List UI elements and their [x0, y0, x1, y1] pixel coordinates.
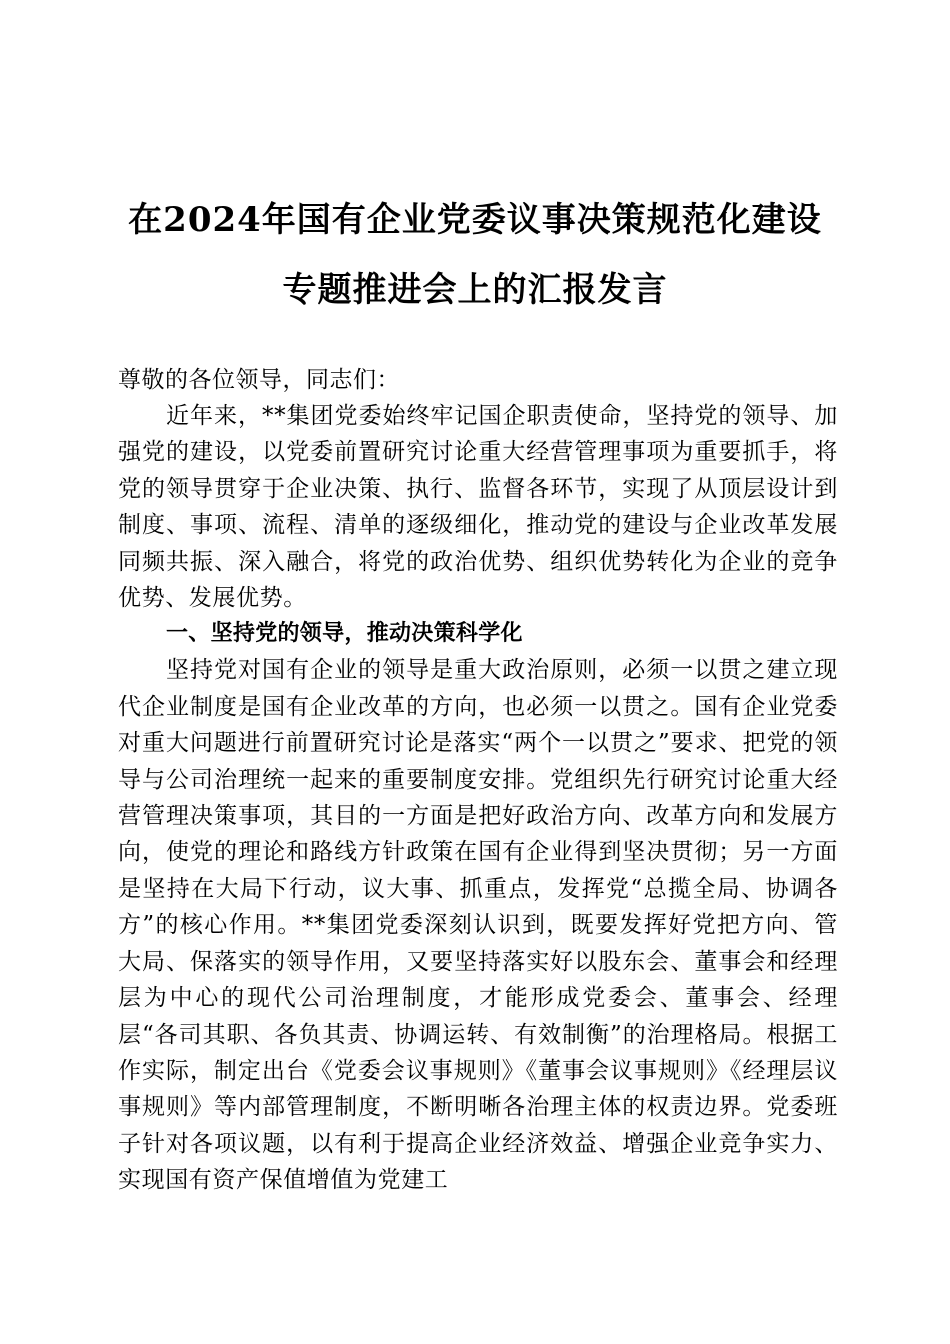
- section-1-heading: 一、坚持党的领导，推动决策科学化: [166, 621, 523, 647]
- salutation: 尊敬的各位领导，同志们：: [118, 367, 400, 393]
- section-1-paragraph: 坚持党对国有企业的领导是重大政治原则，必须一以贯之建立现代企业制度是国有企业改革的方向，也必须一以贯之。国有企业党委对重大问题进行前置研究讨论是落实“两个一以贯之”要求、把党的领导与公司治理统一起来的重要制度安排。党组织先行研究讨论重大经营管理决策事项，其目的一方面是把好政治方向、改革方向和发展方向，使党的理论和路线方针政策在国有企业得到坚决贯彻；另一方面是坚持在大局下行动，议大事、抓重点，发挥党“总揽全局、协调各方”的核心作用。**集团党委深刻认识到，既要发挥好党把方向、管大局、保落实的领导作用，又要坚持落实好以股东会、董事会和经理层为中心的现代公司治理制度，才能形成党委会、董事会、经理层“各司其职、各负其责、协调运转、有效制衡”的治理格局。根据工作实际，制定出台《党委会议事规则》《董事会议事规则》《经理层议事规则》等内部管理制度，不断明晰各治理主体的权责边界。党委班子针对各项议题，以有利于提高企业经济效益、增强企业竞争实力、实现国有资产保值增值为党建工: [118, 657, 838, 1194]
- document-body: [118, 362, 838, 1199]
- intro-paragraph: 近年来，**集团党委始终牢记国企职责使命，坚持党的领导、加强党的建设，以党委前置研究讨论重大经营管理事项为重要抓手，将党的领导贯穿于企业决策、执行、监督各环节，实现了从顶层设计到制度、事项、流程、清单的逐级细化，推动党的建设与企业改革发展同频共振、深入融合，将党的政治优势、组织优势转化为企业的竞争优势、发展优势。: [118, 403, 838, 612]
- document-title-line-1: 在2024年国有企业党委议事决策规范化建设: [128, 200, 822, 240]
- document-title-line-2: 专题推进会上的汇报发言: [282, 270, 668, 310]
